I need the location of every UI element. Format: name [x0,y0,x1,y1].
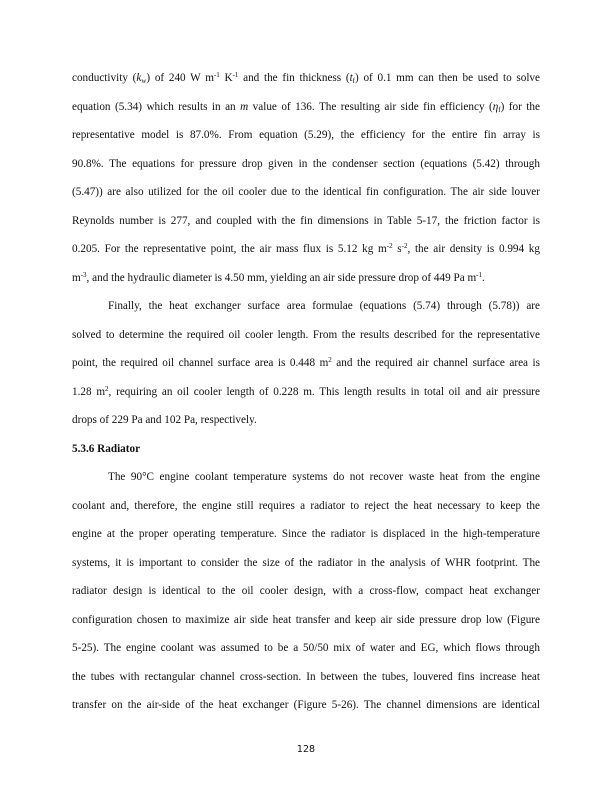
text-run: ) of 0.1 mm can then be used to solve [355,72,540,84]
body-line: systems, it is important to consider the size of the radiator in the analysis of WHR footprint. The [72,556,540,569]
body-line: Finally, the heat exchanger surface area formulae (equations (5.74) through (5.78)) are [108,300,540,312]
text-run: m [72,271,81,284]
body-line: configuration chosen to maximize air side heat transfer and keep air side pressure drop low (Figure [72,613,540,626]
text-run: . [482,271,485,284]
superscript: 2 [328,356,332,364]
section-heading: 5.3.6 Radiator [72,442,141,455]
text-run: and the required air channel surface area is [331,357,540,369]
body-line: Reynolds number is 277, and coupled with the fin dimensions in Table 5-17, the friction factor is [72,214,540,227]
body-line [72,385,540,399]
superscript: -2 [386,242,393,250]
body-line: (5.47)) are also utilized for the oil cooler due to the identical fin configuration. The air side louver [72,186,540,198]
text-run: value of 136. The resulting air side fin efficiency ( [248,100,493,113]
body-line: 5-25). The engine coolant was assumed to be a 50/50 mix of water and EG, which flows through [72,642,540,654]
symbol-t: t [349,72,353,84]
superscript: -3 [80,270,87,279]
text-run: ) of 240 W m [146,72,214,84]
body-line [72,100,540,114]
body-line [72,242,540,256]
superscript: -1 [476,270,482,279]
body-line: drops of 229 Pa and 102 Pa, respectively. [72,414,257,426]
text-run: , and the hydraulic diameter is 4.50 mm, yielding an air side pressure drop of 449 Pa m [86,271,477,284]
superscript: 2 [105,384,109,393]
subscript: f [352,77,356,85]
text-run: point, the required oil channel surface area is 0.448 m [72,357,329,369]
symbol-m: m [240,100,249,113]
body-line [72,356,540,370]
body-line: The 90°C engine coolant temperature systems do not recover waste heat from the engine [108,471,540,483]
text-run: 0.205. For the representative point, the air mass flux is 5.12 kg m [72,243,387,255]
body-line [72,71,540,85]
body-line: coolant and, therefore, the engine still requires a radiator to reject the heat necessary to keep the [72,499,540,512]
superscript: -2 [401,242,408,250]
body-line [72,271,540,285]
symbol-k: k [136,72,142,84]
body-line: engine at the proper operating temperature. Since the radiator is displaced in the high-temperature [72,528,540,540]
body-line: solved to determine the required oil cooler length. From the results described for the representative [72,328,540,341]
symbol-eta: η [492,100,499,113]
text-run: and the fin thickness ( [238,72,350,84]
text-run: equation (5.34) which results in an [72,100,241,113]
body-line: the tubes with rectangular channel cross-section. In between the tubes, louvered fins increase heat [72,670,540,683]
text-run: conductivity ( [72,72,137,84]
subscript: f [498,105,501,114]
subscript: w [141,77,147,85]
body-line: transfer on the air-side of the heat exchanger (Figure 5-26). The channel dimensions are identical [72,699,540,711]
text-run: ) for the [500,100,540,113]
superscript: -1 [232,71,239,79]
body-line: 90.8%. The equations for pressure drop given in the condenser section (equations (5.42) through [72,157,540,170]
body-line: radiator design is identical to the oil cooler design, with a cross-flow, compact heat exchanger [72,585,540,597]
text-run: s [392,243,402,255]
superscript: -1 [213,71,220,79]
text-run: 1.28 m [72,385,106,398]
body-line: representative model is 87.0%. From equation (5.29), the efficiency for the entire fin array is [72,129,540,141]
text-run: K [219,72,233,84]
page-number: 128 [296,744,316,755]
text-run: , requiring an oil cooler length of 0.228 m. This length results in total oil and air pressure [108,385,540,398]
text-run: , the air density is 0.994 kg [407,243,540,255]
